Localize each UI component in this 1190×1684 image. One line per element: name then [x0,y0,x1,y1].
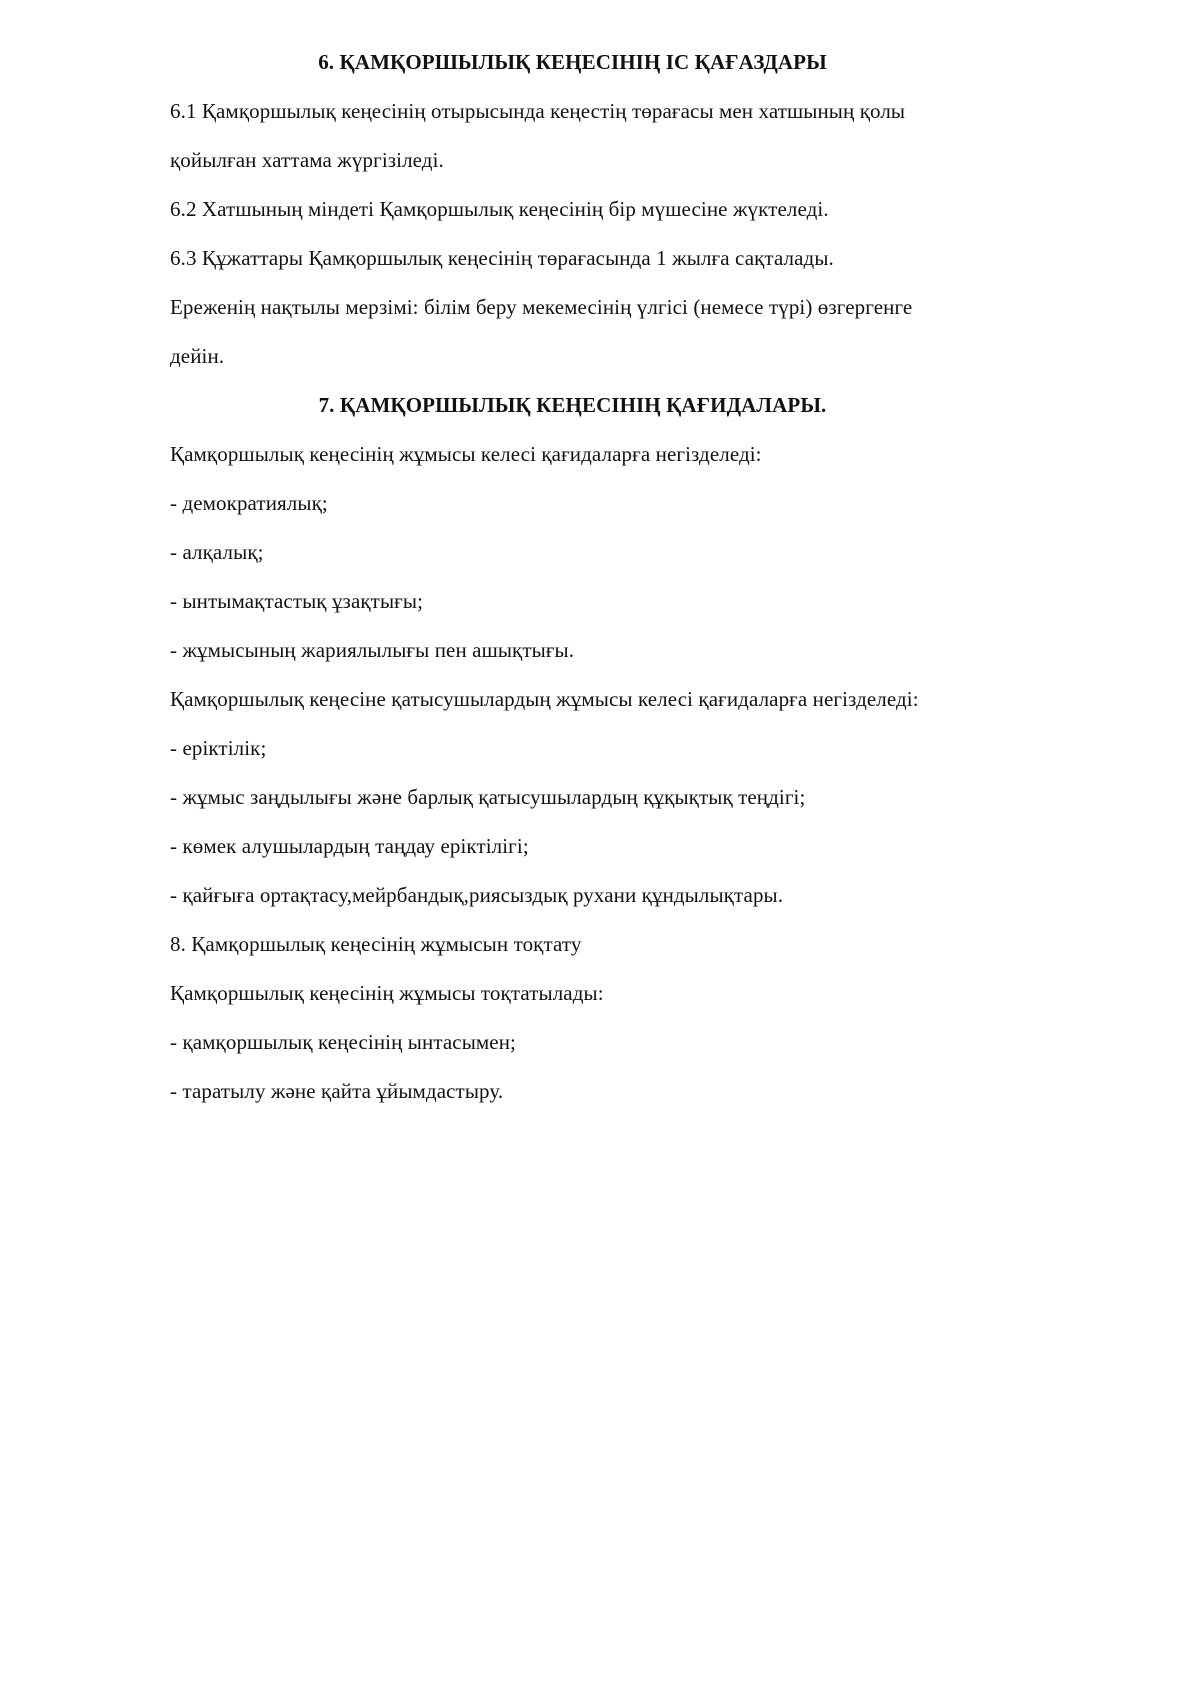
list-item: - қамқоршылық кеңесінің ынтасымен; [170,1030,516,1054]
list-item: - жұмысының жариялылығы пен ашықтығы. [170,638,575,662]
participants-principles-intro: Қамқоршылық кеңесіне қатысушылардың жұмысы келесі қағидаларға негізделеді: [170,687,919,711]
section-8-heading: 8. Қамқоршылық кеңесінің жұмысын тоқтату [170,932,582,956]
list-item: - таратылу және қайта ұйымдастыру. [170,1079,504,1103]
list-item: - ынтымақтастық ұзақтығы; [170,589,424,613]
paragraph-6-3: 6.3 Құжаттары Қамқоршылық кеңесінің төрағасында 1 жылға сақталады. [170,246,834,270]
paragraph-6-1-line-1: 6.1 Қамқоршылық кеңесінің отырысында кеңестің төрағасы мен хатшының қолы [170,99,906,123]
paragraph-6-1-line-2: қойылған хаттама жүргізіледі. [170,148,444,172]
document-body [170,38,1030,1116]
validity-period-line-1: Ереженің нақтылы мерзімі: білім беру мекемесінің үлгісі (немесе түрі) өзгергенге [170,295,913,319]
list-item: - еріктілік; [170,736,267,760]
section-6-heading: 6. ҚАМҚОРШЫЛЫҚ КЕҢЕСІНІҢ ІС ҚАҒАЗДАРЫ [318,50,827,74]
paragraph-6-2: 6.2 Хатшының міндеті Қамқоршылық кеңесінің бір мүшесіне жүктеледі. [170,197,829,221]
validity-period-line-2: дейін. [170,344,225,368]
termination-intro: Қамқоршылық кеңесінің жұмысы тоқтатылады: [170,981,604,1005]
list-item: - алқалық; [170,540,264,564]
section-7-heading: 7. ҚАМҚОРШЫЛЫҚ КЕҢЕСІНІҢ ҚАҒИДАЛАРЫ. [318,393,827,417]
principles-intro: Қамқоршылық кеңесінің жұмысы келесі қағидаларға негізделеді: [170,442,762,466]
list-item: - көмек алушылардың таңдау еріктілігі; [170,834,529,858]
list-item: - қайғыға ортақтасу,мейрбандық,риясыздық рухани құндылықтары. [170,883,784,907]
list-item: - демократиялық; [170,491,328,515]
list-item: - жұмыс заңдылығы және барлық қатысушылардың құқықтық теңдігі; [170,785,806,809]
